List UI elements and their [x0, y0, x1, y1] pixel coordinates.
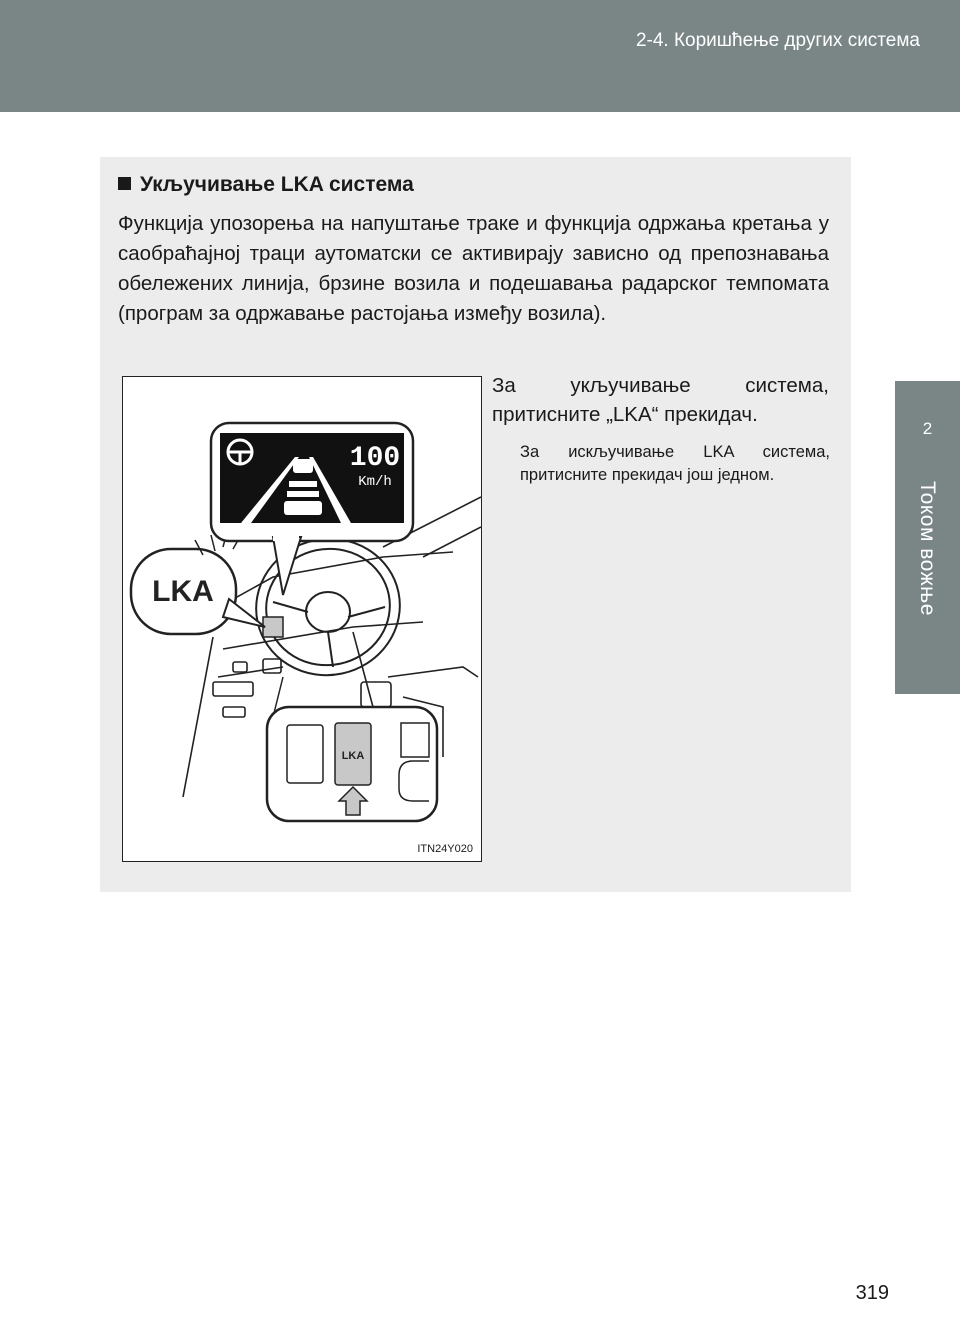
chapter-label: Током вожње	[916, 481, 939, 616]
chapter-number: 2	[922, 419, 933, 438]
section-title-text: Укључивање LKA система	[140, 173, 414, 196]
dashboard-illustration	[123, 377, 481, 861]
header-section-title: 2-4. Коришћење других система	[635, 30, 920, 51]
lka-callout	[131, 549, 265, 634]
intro-paragraph: Функција упозорења на напуштање траке и функција одржања кретања у саобраћајној траци аутоматски се активирају зависно од препознавања обележених линија, брзине возила и подешавања радарског темпомата (програм за одржавање растојања између возила).	[118, 212, 829, 325]
lka-button-label: LKA	[341, 750, 365, 762]
page-number: 319	[855, 1282, 889, 1304]
square-bullet-icon	[118, 177, 131, 190]
header-band	[0, 0, 960, 112]
lka-illustration	[122, 376, 482, 862]
content-box	[100, 157, 851, 892]
steering-wheel	[243, 526, 412, 689]
instruction-main: За укључивање система, притисните „LKA“ прекидач.	[492, 374, 829, 426]
lka-callout-label: LKA	[152, 575, 214, 608]
instruction-note: За искључивање LKA система, притисните прекидач још једном.	[520, 443, 830, 484]
chapter-tab	[895, 381, 960, 694]
section-heading	[118, 173, 414, 197]
dashboard-left-edge	[183, 637, 213, 797]
figure-code: ITN24Y020	[417, 843, 473, 855]
speed-unit: Km/h	[358, 474, 392, 490]
lka-switch-location	[263, 617, 283, 637]
speed-readout: 100	[349, 443, 401, 474]
